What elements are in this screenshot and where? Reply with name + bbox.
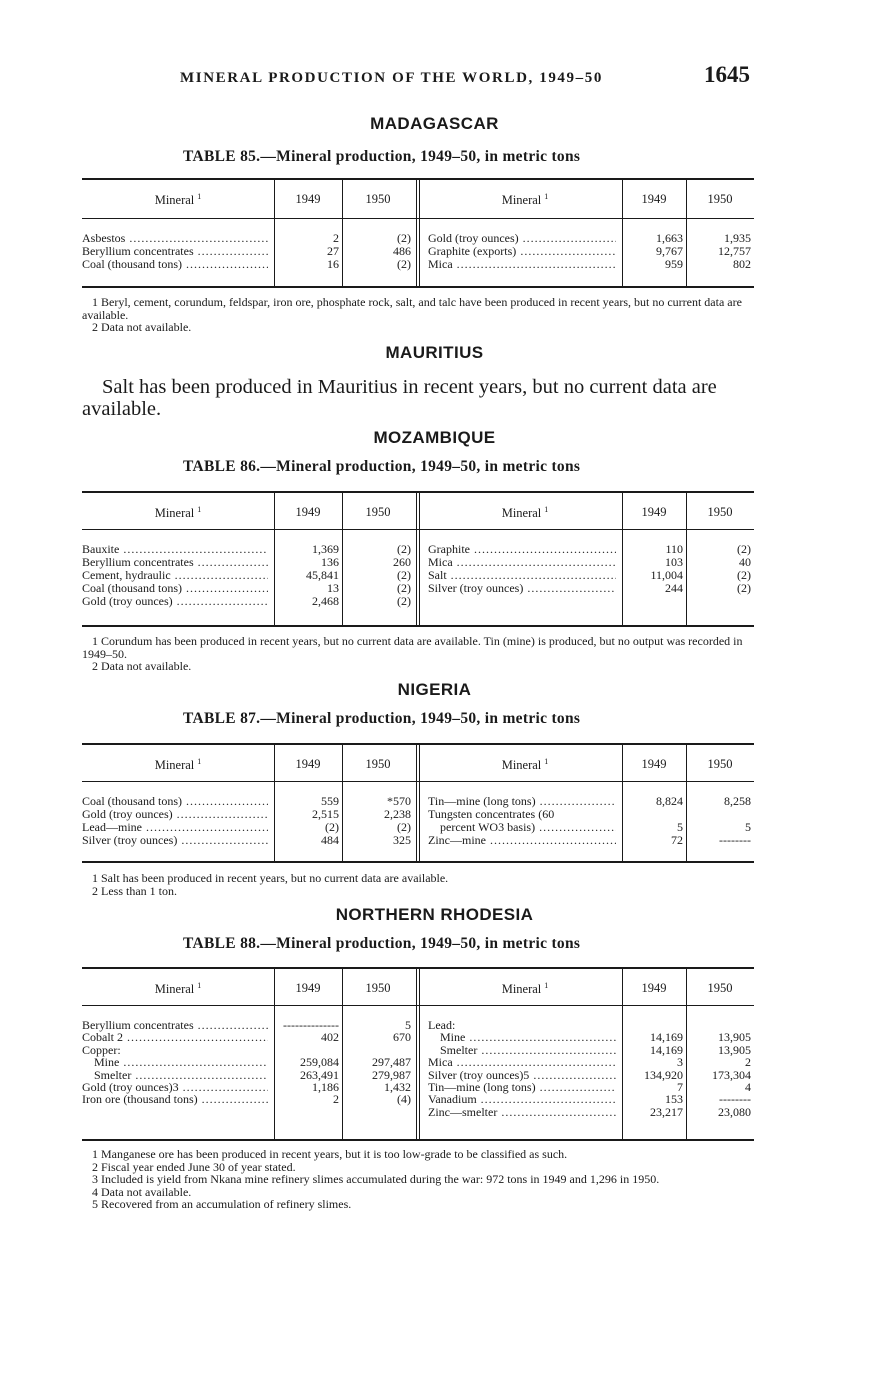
header-1950 [686, 757, 754, 772]
table-row [82, 1093, 754, 1106]
mineral-label: Mica ..... [428, 1056, 616, 1069]
value-1949: 402 [321, 1031, 339, 1045]
header-mineral [82, 192, 274, 208]
header-mineral [428, 757, 622, 773]
footnote-3: 3 Included is yield from Nkana mine refinery slimes accumulated during the war: 972 tons in 1949 and 1,296 in 1950. [92, 1172, 660, 1186]
header-footnote-ref: 1 [544, 192, 549, 201]
value-1950: 12,757 [718, 245, 751, 258]
header-footnote-ref: 1 [197, 192, 202, 201]
header-mineral [82, 981, 274, 997]
mineral-label: Gold (troy ounces) ..... [82, 595, 268, 608]
value-1949: 484 [321, 834, 339, 847]
country-heading-nigeria: NIGERIA [397, 680, 472, 699]
mineral-label: percent WO3 basis) ..... [440, 821, 616, 834]
header-1950-text: 1950 [707, 757, 733, 771]
mineral-label: Cement, hydraulic ..... [82, 569, 268, 582]
header-mineral-text: Mineral [154, 982, 195, 997]
footnote-1: 1 Manganese ore has been produced in recent years, but it is too low-grade to be classified as such. [92, 1147, 568, 1161]
header-footnote-ref: 1 [544, 757, 549, 766]
header-mineral-text: Mineral [501, 506, 542, 521]
header-1950-text: 1950 [707, 192, 733, 206]
value-1950: 1,432 [384, 1081, 411, 1094]
mineral-label: Silver (troy ounces)5 ..... [428, 1069, 616, 1082]
header-rule [82, 218, 754, 219]
header-footnote-ref: 1 [197, 981, 202, 990]
value-1950: 4 [745, 1081, 751, 1094]
mineral-label: Zinc—mine ..... [428, 834, 616, 847]
value-1949: 23,217 [650, 1105, 683, 1119]
value-1950: (2) [397, 569, 411, 582]
table-86-footnotes [82, 635, 756, 673]
table-row [82, 582, 754, 595]
value-1949: 72 [671, 834, 683, 847]
footnote-2: 2 Data not available. [92, 659, 192, 673]
value-1950: (2) [397, 258, 411, 271]
value-1949: 1,186 [312, 1081, 339, 1094]
value-1950: (2) [737, 569, 751, 582]
table-row [82, 543, 754, 556]
header-1950 [342, 981, 414, 996]
header-mineral-text: Mineral [154, 506, 195, 521]
value-1949: 134,920 [644, 1068, 683, 1082]
header-footnote-ref: 1 [544, 981, 549, 990]
value-1950: 2,238 [384, 808, 411, 821]
value-1950: 13,905 [718, 1043, 751, 1057]
header-1949 [622, 192, 686, 207]
value-1950: 325 [393, 834, 411, 847]
mineral-label: Graphite ..... [428, 543, 616, 556]
value-1950: 297,487 [372, 1056, 411, 1070]
value-1949: 136 [321, 556, 339, 569]
header-rule [82, 1005, 754, 1006]
header-mineral-text: Mineral [154, 193, 195, 208]
table-row [82, 1106, 754, 1119]
page-number: 1645 [704, 62, 750, 87]
mineral-label: Gold (troy ounces) ..... [428, 232, 616, 245]
header-1950 [686, 505, 754, 520]
value-1950: 23,080 [718, 1105, 751, 1119]
mineral-label: Coal (thousand tons) ..... [82, 795, 268, 808]
table-row [82, 245, 754, 258]
header-1950 [342, 757, 414, 772]
value-1950: (2) [397, 821, 411, 834]
value-1949: 7 [677, 1081, 683, 1094]
mineral-label: Salt ..... [428, 569, 616, 582]
table-85-footnotes [82, 296, 756, 334]
mineral-label: Beryllium concentrates ..... [82, 245, 268, 258]
value-1949: 27 [327, 245, 339, 258]
mineral-label: Iron ore (thousand tons) ..... [82, 1093, 268, 1106]
value-1949: 2,468 [312, 595, 339, 608]
value-1950: 670 [393, 1031, 411, 1045]
value-1950: 5 [405, 1019, 411, 1032]
header-mineral-text: Mineral [501, 982, 542, 997]
value-1949: 11,004 [650, 569, 683, 582]
header-1949-text: 1949 [295, 981, 321, 995]
mineral-label: Coal (thousand tons) ..... [82, 258, 268, 271]
header-mineral [82, 757, 274, 773]
mineral-label: Smelter ..... [440, 1044, 616, 1057]
header-1950 [342, 505, 414, 520]
footnote-1: 1 Corundum has been produced in recent years, but no current data are available. Tin (mine) is produced, but no output was recorded in 1949–50. [82, 634, 743, 661]
value-1949: -------------- [283, 1019, 339, 1032]
header-1949-text: 1949 [641, 757, 667, 771]
mineral-label: Tin—mine (long tons) ..... [428, 795, 616, 808]
value-1950: (2) [397, 543, 411, 556]
header-rule [82, 781, 754, 782]
footnote-2: 2 Data not available. [92, 320, 192, 334]
header-1949-text: 1949 [295, 505, 321, 519]
header-1949-text: 1949 [641, 981, 667, 995]
value-1949: 16 [327, 258, 339, 271]
value-1949: 103 [665, 556, 683, 569]
footnote-1: 1 Salt has been produced in recent years, but no current data are available. [92, 871, 449, 885]
value-1949: 13 [327, 582, 339, 595]
table-row [82, 795, 754, 808]
value-1950: 260 [393, 556, 411, 569]
header-1949-text: 1949 [295, 192, 321, 206]
header-1949 [274, 192, 342, 207]
value-1949: (2) [325, 821, 339, 834]
mauritius-paragraph [82, 376, 762, 420]
mineral-label: Mine ..... [94, 1056, 268, 1069]
header-1949 [274, 505, 342, 520]
value-1949: 259,084 [300, 1056, 339, 1070]
header-1949 [622, 757, 686, 772]
header-1949 [622, 981, 686, 996]
header-1950 [686, 981, 754, 996]
value-1950: (2) [397, 595, 411, 608]
mineral-label: Gold (troy ounces) ..... [82, 808, 268, 821]
value-1950: (2) [397, 582, 411, 595]
table-row [82, 1019, 754, 1032]
mauritius-text: Salt has been produced in Mauritius in recent years, but no current data are available. [82, 376, 717, 420]
header-1950-text: 1950 [365, 505, 391, 519]
header-1949 [622, 505, 686, 520]
value-1949: 1,663 [656, 232, 683, 245]
table-row [82, 1069, 754, 1082]
header-1950 [342, 192, 414, 207]
value-1950: 13,905 [718, 1031, 751, 1045]
table-row [82, 808, 754, 821]
value-1949: 8,824 [656, 795, 683, 808]
mineral-label: Silver (troy ounces) ..... [82, 834, 268, 847]
country-heading-mauritius: MAURITIUS [385, 343, 484, 362]
mineral-label: Asbestos ..... [82, 232, 268, 245]
table-87 [82, 743, 754, 863]
country-heading-northern-rhodesia: NORTHERN RHODESIA [335, 905, 534, 924]
mineral-label: Lead: [428, 1019, 456, 1032]
value-1949: 5 [677, 821, 683, 834]
header-mineral-text: Mineral [501, 758, 542, 773]
table-row [82, 1044, 754, 1057]
header-mineral [82, 505, 274, 521]
value-1949: 45,841 [306, 569, 339, 582]
value-1950: 802 [733, 258, 751, 271]
value-1950: 486 [393, 245, 411, 258]
table-88 [82, 967, 754, 1141]
table-88-footnotes [82, 1148, 756, 1211]
mineral-label: Silver (troy ounces) ..... [428, 582, 616, 595]
header-mineral [428, 192, 622, 208]
header-footnote-ref: 1 [197, 757, 202, 766]
value-1949: 2 [333, 1093, 339, 1107]
table-88-caption: TABLE 88.—Mineral production, 1949–50, in metric tons [183, 935, 581, 952]
country-heading-mozambique: MOZAMBIQUE [373, 428, 496, 447]
mineral-label: Graphite (exports) ..... [428, 245, 616, 258]
mineral-label: Cobalt 2 ..... [82, 1031, 268, 1044]
header-1950-text: 1950 [707, 981, 733, 995]
header-1950 [686, 192, 754, 207]
table-86 [82, 491, 754, 627]
value-1949: 263,491 [300, 1068, 339, 1082]
table-row [82, 258, 754, 271]
header-rule [82, 529, 754, 530]
table-87-caption: TABLE 87.—Mineral production, 1949–50, in metric tons [183, 710, 581, 727]
mineral-label: Vanadium ..... [428, 1093, 616, 1106]
mineral-label: Gold (troy ounces)3 ..... [82, 1081, 268, 1094]
mineral-label: Tungsten concentrates (60 [428, 808, 555, 821]
header-mineral-text: Mineral [501, 193, 542, 208]
value-1949: 14,169 [650, 1031, 683, 1045]
table-row [82, 556, 754, 569]
value-1949: 110 [665, 543, 683, 556]
header-1949-text: 1949 [641, 505, 667, 519]
value-1950: 5 [745, 821, 751, 834]
value-1949: 9,767 [656, 245, 683, 258]
header-1949 [274, 757, 342, 772]
value-1949: 153 [665, 1093, 683, 1107]
value-1949: 2,515 [312, 808, 339, 821]
value-1950: 2 [745, 1056, 751, 1070]
footnote-2: 2 Fiscal year ended June 30 of year stated. [92, 1159, 296, 1174]
value-1950: (2) [737, 543, 751, 556]
header-footnote-ref: 1 [197, 505, 202, 514]
mineral-label: Bauxite ..... [82, 543, 268, 556]
value-1950: (2) [737, 582, 751, 595]
table-87-footnotes [82, 872, 756, 897]
mineral-label: Tin—mine (long tons) ..... [428, 1081, 616, 1094]
table-85 [82, 178, 754, 288]
value-1950: 279,987 [372, 1068, 411, 1082]
value-1950: *570 [387, 795, 411, 808]
value-1950: -------- [719, 1093, 751, 1107]
mineral-label: Smelter ..... [94, 1069, 268, 1082]
mineral-label: Mica ..... [428, 258, 616, 271]
value-1949: 3 [677, 1056, 683, 1070]
header-mineral [428, 505, 622, 521]
table-row [82, 595, 754, 608]
header-1950-text: 1950 [365, 981, 391, 995]
value-1949: 1,369 [312, 543, 339, 556]
header-1949-text: 1949 [295, 757, 321, 771]
mineral-label: Beryllium concentrates ..... [82, 556, 268, 569]
value-1950: (4) [397, 1093, 411, 1107]
header-1950-text: 1950 [365, 192, 391, 206]
value-1949: 559 [321, 795, 339, 808]
value-1950: 40 [739, 556, 751, 569]
header-1950-text: 1950 [707, 505, 733, 519]
table-row [82, 569, 754, 582]
table-row [82, 821, 754, 834]
table-row [82, 1031, 754, 1044]
table-86-caption: TABLE 86.—Mineral production, 1949–50, in metric tons [183, 458, 581, 475]
footnote-5: 5 Recovered from an accumulation of refinery slimes. [92, 1197, 352, 1211]
value-1950: -------- [719, 834, 751, 847]
value-1950: 173,304 [712, 1068, 751, 1082]
footnote-1: 1 Beryl, cement, corundum, feldspar, iron ore, phosphate rock, salt, and talc have been produced in recent years, but no current data are available. [82, 295, 742, 322]
table-row [82, 1081, 754, 1094]
mineral-label: Copper: [82, 1043, 121, 1057]
header-1950-text: 1950 [365, 757, 391, 771]
header-mineral-text: Mineral [154, 758, 195, 773]
header-1949 [274, 981, 342, 996]
value-1950: 8,258 [724, 795, 751, 808]
table-85-caption: TABLE 85.—Mineral production, 1949–50, in metric tons [183, 148, 581, 165]
value-1949: 2 [333, 232, 339, 245]
value-1949: 14,169 [650, 1043, 683, 1057]
value-1950: (2) [397, 232, 411, 245]
table-row [82, 834, 754, 847]
header-mineral [428, 981, 622, 997]
value-1949: 244 [665, 582, 683, 595]
footnote-2: 2 Less than 1 ton. [92, 883, 177, 898]
mineral-label: Coal (thousand tons) ..... [82, 582, 268, 595]
mineral-label: Lead—mine ..... [82, 821, 268, 834]
running-head: MINERAL PRODUCTION OF THE WORLD, 1949–50 [180, 70, 603, 86]
value-1949: 959 [665, 258, 683, 271]
mineral-label: Zinc—smelter ..... [428, 1106, 616, 1119]
table-row [82, 232, 754, 245]
value-1950: 1,935 [724, 232, 751, 245]
mineral-label: Mica ..... [428, 556, 616, 569]
header-footnote-ref: 1 [544, 505, 549, 514]
header-1949-text: 1949 [641, 192, 667, 206]
footnote-4: 4 Data not available. [92, 1184, 192, 1199]
table-row [82, 1056, 754, 1069]
mineral-label: Beryllium concentrates ..... [82, 1019, 268, 1032]
mineral-label: Mine ..... [440, 1031, 616, 1044]
country-heading-madagascar: MADAGASCAR [370, 114, 499, 133]
